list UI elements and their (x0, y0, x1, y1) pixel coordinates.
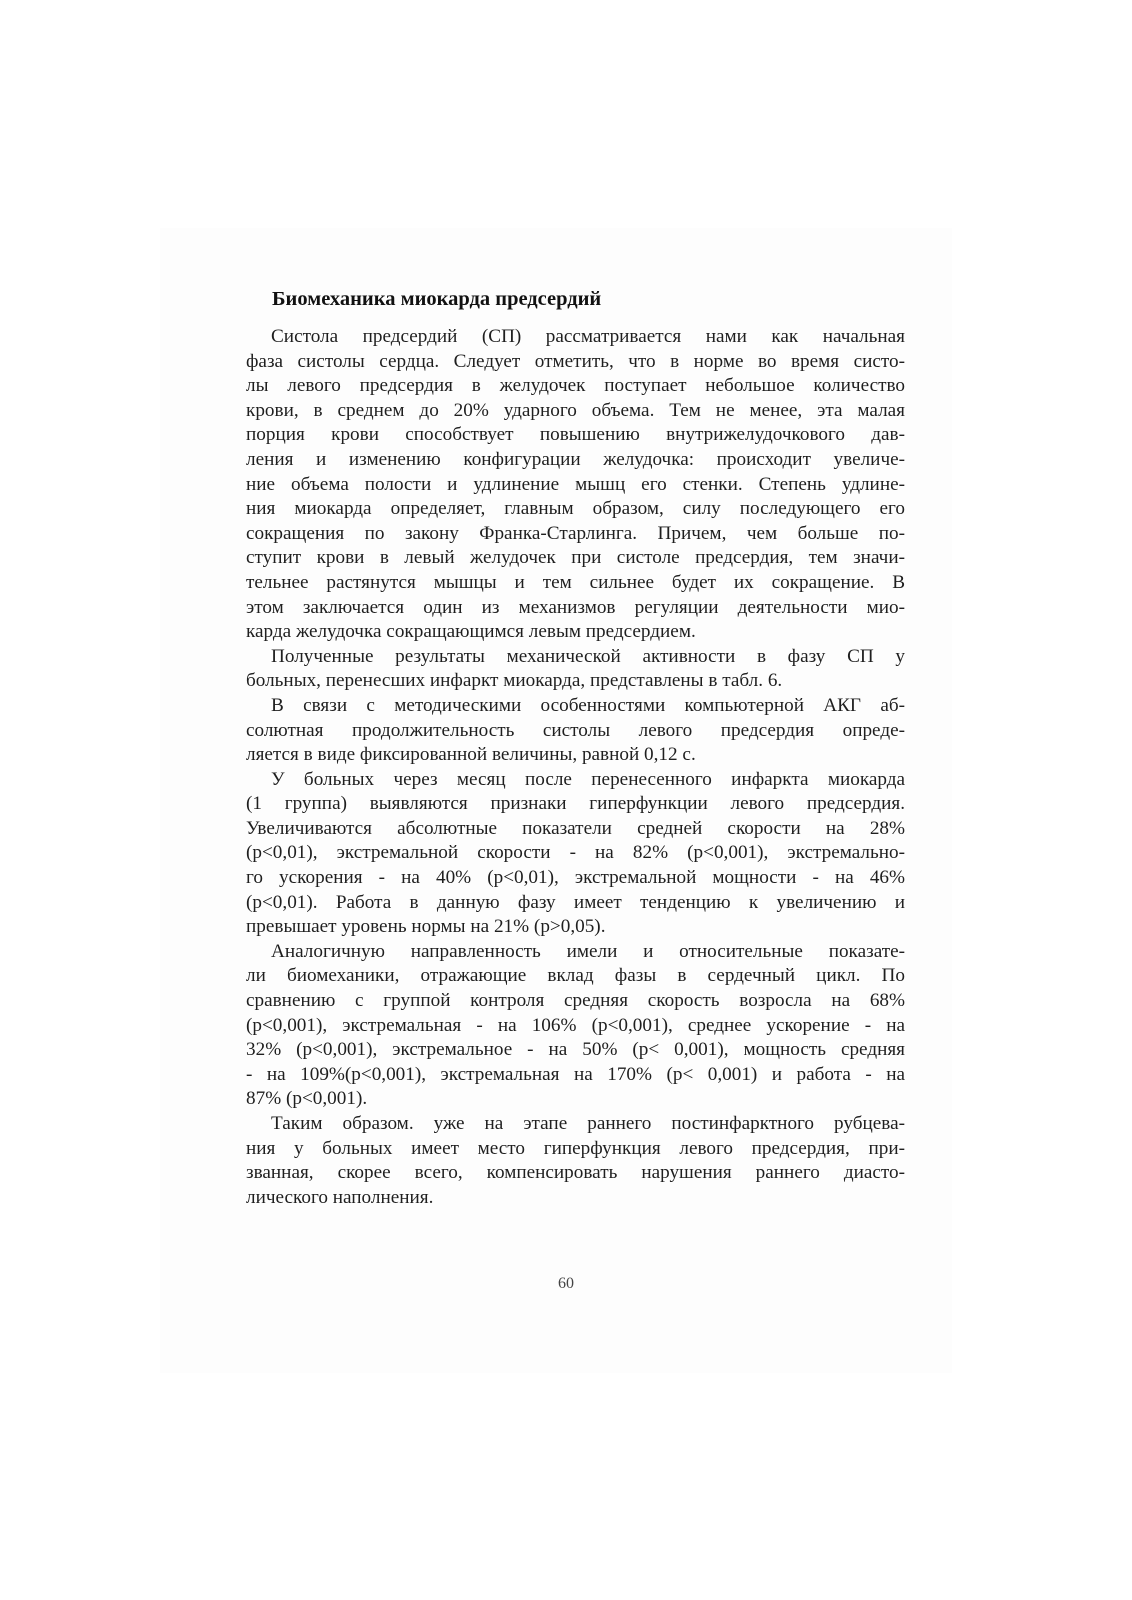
paragraph (246, 940, 905, 1112)
text-line: карда желудочка сокращающимся левым предсердием. (246, 621, 696, 643)
paragraph (246, 645, 905, 694)
text-line: В связи с методическими особенностями компьютерной АКГ аб- (271, 694, 905, 716)
text-line: У больных через месяц после перенесенного инфаркта миокарда (271, 768, 905, 790)
text-line: солютная продолжительность систолы левого предсердия опреде- (246, 719, 905, 741)
text-line: ления и изменению конфигурации желудочка: происходит увеличе- (246, 448, 905, 470)
text-line: тельнее растянутся мышцы и тем сильнее будет их сокращение. В (246, 571, 905, 593)
paragraph (246, 768, 905, 940)
text-line: сокращения по закону Франка-Старлинга. Причем, чем больше по- (246, 522, 905, 544)
text-line: Аналогичную направленность имели и относительные показате- (271, 940, 905, 962)
text-line: ния миокарда определяет, главным образом, силу последующего его (246, 498, 905, 520)
text-line: (р<0,01). Работа в данную фазу имеет тенденцию к увеличению и (246, 891, 905, 913)
text-line: ния у больных имеет место гиперфункция левого предсердия, при- (246, 1137, 905, 1159)
text-line: ли биомеханики, отражающие вклад фазы в сердечный цикл. По (246, 965, 905, 987)
text-line: порция крови способствует повышению внутрижелудочкового дав- (246, 424, 905, 446)
paragraph (246, 1112, 905, 1210)
text-line: 87% (р<0,001). (246, 1088, 368, 1110)
text-line: (р<0,001), экстремальная - на 106% (р<0,001), среднее ускорение - на (246, 1014, 905, 1036)
text-line: Систола предсердий (СП) рассматривается нами как начальная (271, 326, 905, 347)
text-line: го ускорения - на 40% (р<0,01), экстремальной мощности - на 46% (246, 867, 905, 889)
paragraph (246, 694, 905, 768)
text-line: Полученные результаты механической активности в фазу СП у (271, 645, 905, 667)
text-line: превышает уровень нормы на 21% (р>0,05). (246, 916, 606, 938)
text-line: сравнению с группой контроля средняя скорость возросла на 68% (246, 990, 905, 1012)
text-block (246, 286, 905, 1210)
text-line: Таким образом. уже на этапе раннего постинфарктного рубцева- (271, 1113, 905, 1134)
text-line: (р<0,01), экстремальной скорости - на 82% (р<0,001), экстремально- (246, 842, 905, 864)
text-line: (1 группа) выявляются признаки гиперфункции левого предсердия. (246, 793, 905, 815)
text-line: 32% (р<0,001), экстремальное - на 50% (р< 0,001), мощность средняя (246, 1039, 905, 1061)
text-line: ляется в виде фиксированной величины, равной 0,12 с. (246, 744, 696, 766)
section-heading: Биомеханика миокарда предсердий (272, 288, 602, 310)
text-line: Увеличиваются абсолютные показатели средней скорости на 28% (246, 817, 905, 839)
text-line: ступит крови в левый желудочек при систоле предсердия, тем значи- (246, 547, 905, 569)
text-line: фаза систолы сердца. Следует отметить, что в норме во время систо- (246, 350, 905, 372)
text-line: званная, скорее всего, компенсировать нарушения раннего диасто- (246, 1162, 905, 1184)
text-line: ние объема полости и удлинение мышц его стенки. Степень удлине- (246, 473, 905, 495)
text-line: этом заключается один из механизмов регуляции деятельности мио- (246, 596, 905, 618)
text-line: крови, в среднем до 20% ударного объема. Тем не менее, эта малая (246, 399, 905, 421)
text-line: больных, перенесших инфаркт миокарда, представлены в табл. 6. (246, 670, 783, 692)
page-number: 60 (558, 1275, 574, 1292)
text-line: лы левого предсердия в желудочек поступает небольшое количество (246, 375, 905, 397)
paragraphs (246, 325, 905, 1210)
text-line: - на 109%(р<0,001), экстремальная на 170% (р< 0,001) и работа - на (246, 1063, 905, 1085)
text-line: лического наполнения. (246, 1186, 434, 1208)
paragraph (246, 325, 905, 645)
